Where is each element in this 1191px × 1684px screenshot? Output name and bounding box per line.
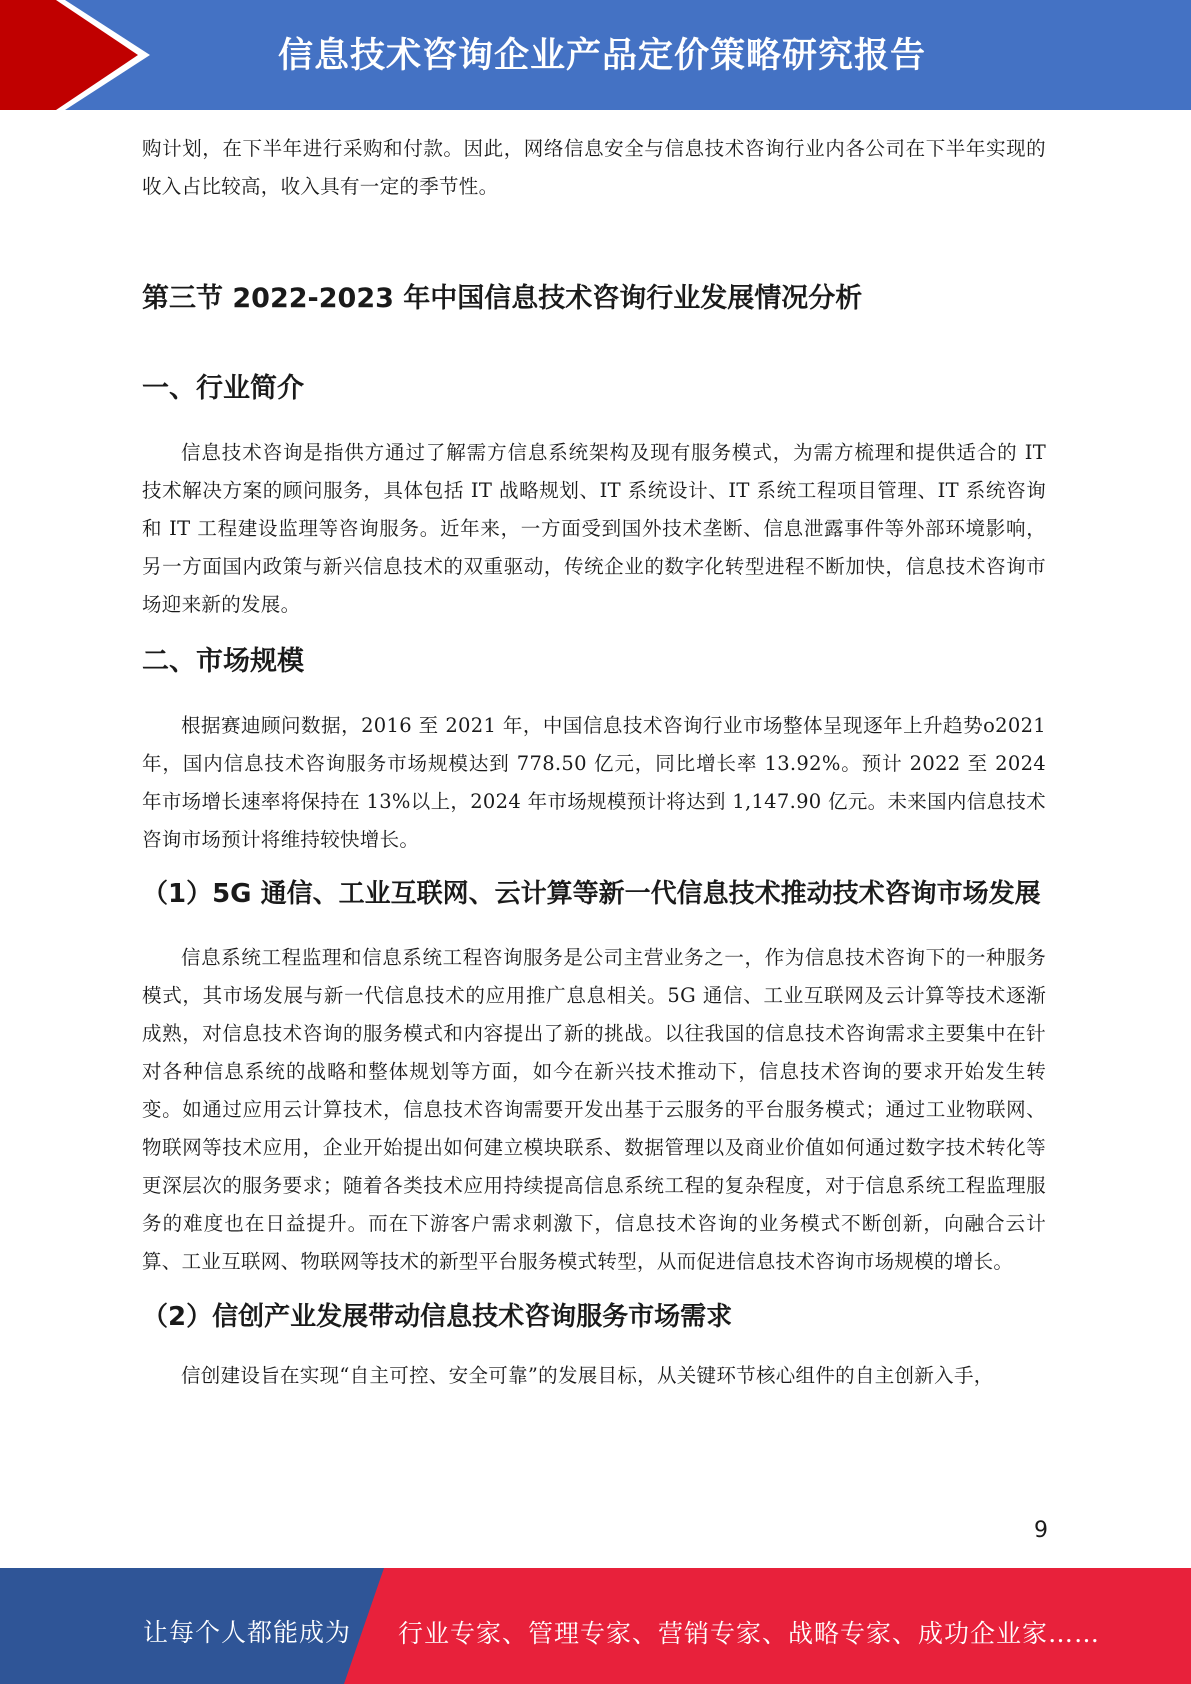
section-title: 第三节 2022-2023 年中国信息技术咨询行业发展情况分析 — [142, 283, 863, 314]
heading-5g-drivers: （1）5G 通信、工业互联网、云计算等新一代信息技术推动技术咨询市场发展 — [142, 879, 1041, 909]
footer-slogan-left: 让每个人都能成为 — [143, 1618, 352, 1647]
paragraph-5g-drivers: 信息系统工程监理和信息系统工程咨询服务是公司主营业务之一，作为信息技术咨询下的一种服务模式，其市场发展与新一代信息技术的应用推广息息相关。5G 通信、工业互联网及云计算等技术逐渐成熟，对信息技术咨询的服务模式和内容提出了新的挑战。以往我国的信息技术咨询需求主要集中在针对各种信息系统的战略和整体规划等方面，如今在新兴技术推动下，信息技术咨询的要求开始发生转变。如通过应用云计算技术，信息技术咨询需要开发出基于云服务的平台服务模式；通过工业物联网、物联网等技术应用，企业开始提出如何建立模块联系、数据管理以及商业价值如何通过数字技术转化等更深层次的服务要求；随着各类技术应用持续提高信息系统工程的复杂程度，对于信息系统工程监理服务的难度也在日益提升。而在下游客户需求刺激下，信息技术咨询的业务模式不断创新，向融合云计算、工业互联网、物联网等技术的新型平台服务模式转型，从而促进信息技术咨询市场规模的增长。 — [142, 946, 1046, 1273]
paragraph-market-size: 根据赛迪顾问数据，2016 至 2021 年，中国信息技术咨询行业市场整体呈现逐年上升趋势o2021 年，国内信息技术咨询服务市场规模达到 778.50 亿元，同比增长率 13.92%。预计 2022 至 2024 年市场增长速率将保持在 13%以上，2024 年市场规模预计将达到 1,147.90 亿元。未来国内信息技术咨询市场预计将维持较快增长。 — [142, 714, 1046, 851]
paragraph-xinchuang: 信创建设旨在实现“自主可控、安全可靠”的发展目标，从关键环节核心组件的自主创新入手， — [181, 1364, 994, 1387]
heading-xinchuang: （2）信创产业发展带动信息技术咨询服务市场需求 — [142, 1302, 733, 1332]
paragraph-industry-intro: 信息技术咨询是指供方通过了解需方信息系统架构及现有服务模式，为需方梳理和提供适合的 IT 技术解决方案的顾问服务，具体包括 IT 战略规划、IT 系统设计、IT 系统工程项目管理、IT 系统咨询和 IT 工程建设监理等咨询服务。近年来，一方面受到国外技术垄断、信息泄露事件等外部环境影响，另一方面国内政策与新兴信息技术的双重驱动，传统企业的数字化转型进程不断加快，信息技术咨询市场迎来新的发展。 — [142, 441, 1046, 616]
heading-industry-intro: 一、行业简介 — [142, 373, 304, 404]
header-bar — [0, 0, 1191, 110]
header-chevron-decoration — [0, 0, 160, 110]
report-title: 信息技术咨询企业产品定价策略研究报告 — [278, 36, 927, 76]
footer-slogan-right: 行业专家、管理专家、营销专家、战略专家、成功企业家…… — [398, 1619, 1101, 1648]
intro-paragraph: 购计划，在下半年进行采购和付款。因此，网络信息安全与信息技术咨询行业内各公司在下半年实现的收入占比较高，收入具有一定的季节性。 — [142, 137, 1046, 198]
heading-market-size: 二、市场规模 — [142, 646, 304, 677]
page-number: 9 — [1034, 1518, 1048, 1543]
page-content — [142, 130, 1046, 1395]
footer-banner — [0, 1568, 1191, 1684]
